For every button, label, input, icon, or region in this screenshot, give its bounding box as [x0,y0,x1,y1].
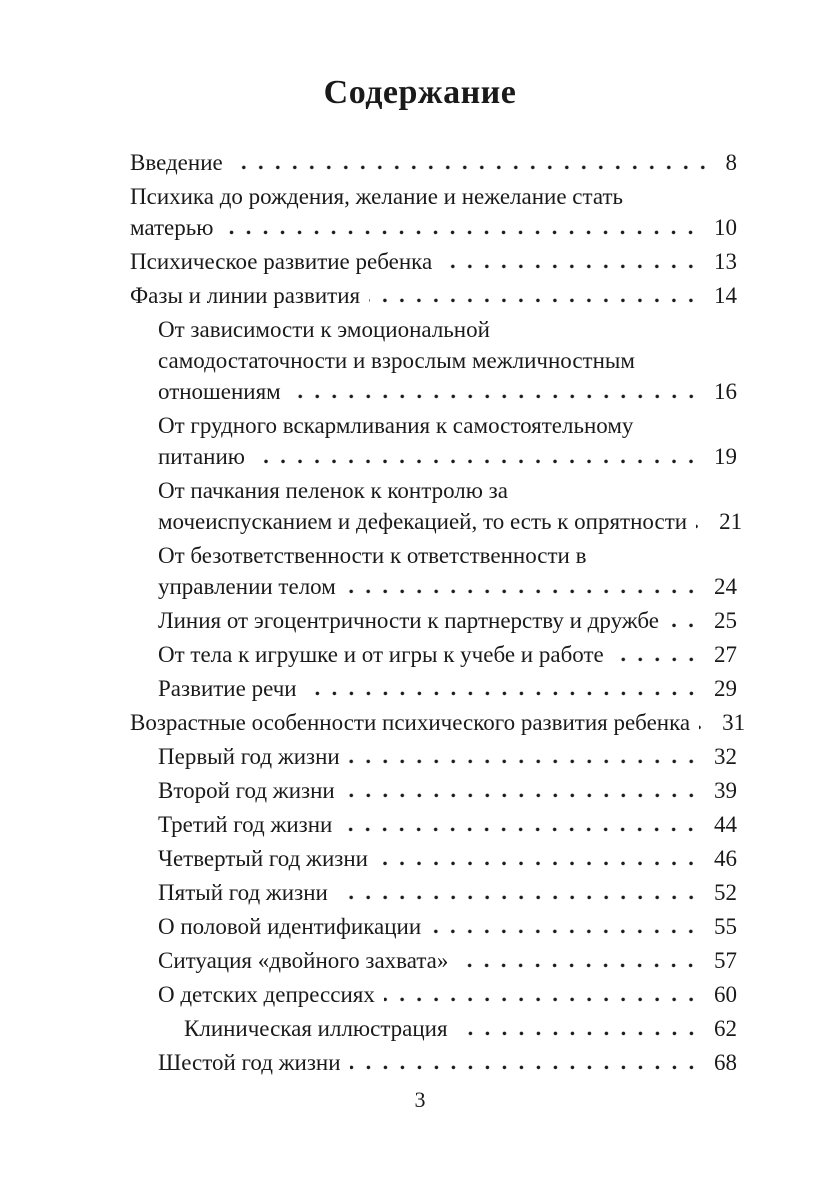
toc-entry [130,673,737,704]
toc-entry [130,843,737,874]
toc-entry-page-number: 25 [714,608,737,633]
toc-entry [130,741,737,772]
toc-entry [130,945,737,976]
toc-entry-title: Шестой год жизни [158,1050,341,1075]
toc-entry-page-number: 52 [714,880,737,905]
toc-entry-line [158,345,737,376]
toc-entry [130,475,743,537]
toc-entry-title: управлении телом [158,574,336,599]
toc-entry-title: Клиническая иллюстрация [184,1016,448,1041]
toc-entry-title: Третий год жизни [158,812,333,837]
toc-entry [130,181,737,243]
toc-entry [130,639,737,670]
toc-entry [130,911,737,942]
toc-entry-last-line [130,707,746,738]
toc-entry-last-line [158,376,737,407]
dot-leader [430,928,705,934]
toc-entry-page-number: 44 [714,812,737,837]
toc-entry-page-number: 31 [722,710,746,735]
toc-entry-page-number: 10 [714,215,737,240]
toc-entry-title: Психическое развитие ребенка [130,249,433,274]
dot-leader [699,724,713,730]
toc-entry-title: Линия от эгоцентричности к партнерству и дружбе [158,608,659,633]
toc-entry-title: Первый год жизни [158,744,340,769]
toc-entry-title: Введение [130,150,223,175]
toc-entry-page-number: 57 [714,948,737,973]
toc-entry-page-number: 19 [714,444,737,469]
toc-entry-title: самодостаточности и взрослым межличностным [158,348,635,373]
dot-leader [350,1064,705,1070]
toc-entry [130,775,737,806]
toc-entry-page-number: 21 [719,509,743,534]
toc-entry-title: От безответственности к ответственности в [158,543,587,568]
toc-entry-page-number: 32 [714,744,737,769]
dot-leader [341,826,705,832]
dot-leader [344,792,705,798]
toc-entry-line [158,475,737,506]
toc-entry-title: О детских депрессиях [158,982,375,1007]
table-of-contents [130,147,746,1078]
dot-leader [668,622,705,628]
toc-entry-title: Второй год жизни [158,778,335,803]
toc-entry-title: Психика до рождения, желание и нежелание стать [130,184,623,209]
toc-entry-page-number: 14 [714,283,737,308]
toc-entry-last-line [130,212,737,243]
toc-entry-title: отношениям [158,379,281,404]
toc-entry-last-line [158,809,737,840]
toc-entry-last-line [158,639,737,670]
toc-entry-last-line [158,843,737,874]
dot-leader [441,263,705,269]
toc-entry-page-number: 68 [714,1050,737,1075]
toc-entry-last-line [158,979,737,1010]
toc-entry-title: Развитие речи [158,676,297,701]
dot-leader [306,690,705,696]
toc-entry-page-number: 16 [714,379,737,404]
toc-entry-title: От грудного вскармливания к самостоятельному [158,413,634,438]
dot-leader [613,656,705,662]
toc-entry [130,1047,737,1078]
toc-entry-page-number: 60 [714,982,737,1007]
toc-entry-title: Четвертый год жизни [158,846,368,871]
dot-leader [369,297,705,303]
toc-entry-title: От тела к игрушке и от игры к учебе и работе [158,642,604,667]
toc-entry-title: Возрастные особенности психического развития ребенка [130,710,691,735]
toc-entry-last-line [158,673,737,704]
dot-leader [254,458,705,464]
toc-entry-page-number: 55 [714,914,737,939]
toc-entry [130,246,737,277]
toc-entry [130,540,737,602]
toc-entry-last-line [158,741,737,772]
toc-entry-last-line [130,280,737,311]
toc-entry [130,809,737,840]
toc-entry-last-line [158,945,737,976]
toc-entry-last-line [130,246,737,277]
toc-entry [130,605,737,636]
dot-leader [384,996,705,1002]
page-title: Содержание [323,74,517,111]
toc-entry-page-number: 39 [714,778,737,803]
dot-leader [457,1030,705,1036]
toc-entry-title: От пачкания пеленок к контролю за [158,478,508,503]
toc-entry-title: мочеиспусканием и дефекацией, то есть к опрятности [158,509,688,534]
dot-leader [377,860,705,866]
toc-entry-last-line [158,441,737,472]
dot-leader [345,588,705,594]
toc-entry-line [130,181,737,212]
toc-entry-last-line [158,877,737,908]
toc-entry-page-number: 8 [725,150,737,175]
toc-entry-last-line [184,1013,737,1044]
toc-entry-page-number: 62 [714,1016,737,1041]
toc-entry-last-line [158,775,737,806]
dot-leader [222,229,705,235]
toc-entry [130,314,737,407]
dot-leader [232,164,717,170]
toc-entry [130,147,737,178]
dot-leader [696,523,710,529]
toc-entry-line [158,410,737,441]
toc-entry-page-number: 46 [714,846,737,871]
toc-entry-page-number: 13 [714,249,737,274]
toc-entry [130,1013,737,1044]
toc-entry [130,707,746,738]
toc-entry-last-line [158,571,737,602]
toc-entry-title: Фазы и линии развития [130,283,361,308]
toc-entry-title: питанию [158,444,245,469]
toc-entry-title: О половой идентификации [158,914,422,939]
toc-entry-title: От зависимости к эмоциональной [158,317,490,342]
toc-entry [130,877,737,908]
dot-leader [349,758,705,764]
toc-entry-page-number: 24 [714,574,737,599]
toc-entry-line [158,314,737,345]
toc-entry-last-line [158,911,737,942]
toc-entry-last-line [158,605,737,636]
page-number: 3 [414,1087,426,1112]
toc-entry-title: Ситуация «двойного захвата» [158,948,449,973]
toc-entry [130,410,737,472]
dot-leader [457,962,705,968]
dot-leader [337,894,705,900]
toc-entry-last-line [130,147,737,178]
toc-entry-page-number: 27 [714,642,737,667]
toc-entry [130,979,737,1010]
toc-entry-last-line [158,1047,737,1078]
toc-entry [130,280,737,311]
toc-entry-line [158,540,737,571]
toc-entry-title: матерью [130,215,214,240]
dot-leader [290,393,705,399]
toc-entry-title: Пятый год жизни [158,880,328,905]
toc-entry-last-line [158,506,743,537]
toc-entry-page-number: 29 [714,676,737,701]
